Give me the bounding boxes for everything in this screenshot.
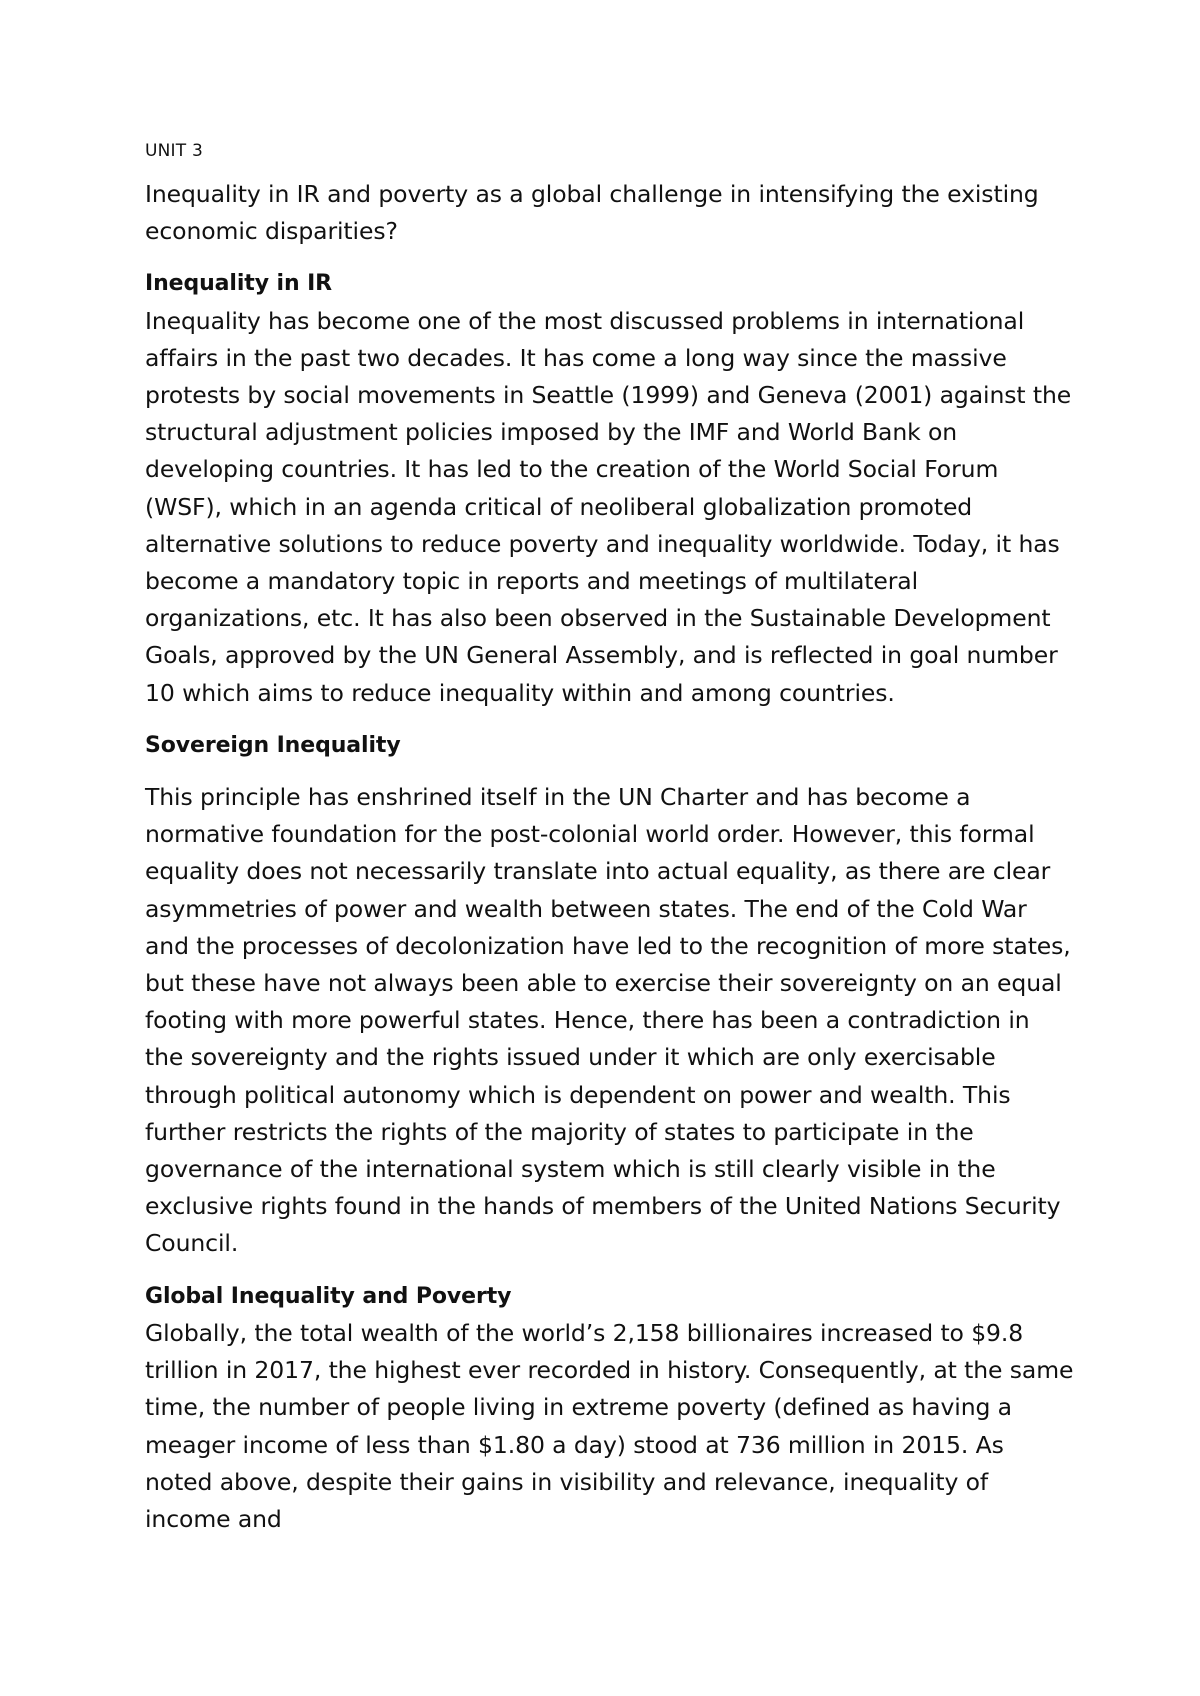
intro-question: Inequality in IR and poverty as a global challenge in intensifying the existing economic disparities?	[145, 180, 1039, 246]
section-paragraph-global-inequality-and-poverty: Globally, the total wealth of the world’s 2,158 billionaires increased to $9.8 trillion in 2017, the highest ever recorded in history. Consequently, at the same time, the number of people living in extreme poverty (defined as having a meager income of less than $1.80 a day) stood at 736 million in 2015. As noted above, despite their gains in visibility and relevance, inequality of income and	[145, 1318, 1074, 1533]
section-heading-inequality-in-ir: Inequality in IR	[145, 271, 333, 297]
unit-label: UNIT 3	[145, 141, 203, 161]
section-paragraph-sovereign-inequality: This principle has enshrined itself in the UN Charter and has become a normative foundation for the post-colonial world order. However, this formal equality does not necessarily translate into actual equality, as there are clear asymmetries of power and wealth between states. The end of the Cold War and the processes of decolonization have led to the recognition of more states, but these have not always been able to exercise their sovereignty on an equal footing with more powerful states. Hence, there has been a contradiction in the sovereignty and the rights issued under it which are only exercisable through political autonomy which is dependent on power and wealth. This further restricts the rights of the majority of states to participate in the governance of the international system which is still clearly visible in the exclusive rights found in the hands of members of the United Nations Security Council.	[145, 783, 1071, 1258]
section-paragraph-inequality-in-ir: Inequality has become one of the most discussed problems in international affairs in the past two decades. It has come a long way since the massive protests by social movements in Seattle (1999) and Geneva (2001) against the structural adjustment policies imposed by the IMF and World Bank on developing countries. It has led to the creation of the World Social Forum (WSF), which in an agenda critical of neoliberal globalization promoted alternative solutions to reduce poverty and inequality worldwide. Today, it has become a mandatory topic in reports and meetings of multilateral organizations, etc. It has also been observed in the Sustainable Development Goals, approved by the UN General Assembly, and is reflected in goal number 10 which aims to reduce inequality within and among countries.	[145, 306, 1072, 707]
section-heading-sovereign-inequality: Sovereign Inequality	[145, 732, 401, 758]
document-body	[145, 140, 1075, 1538]
section-heading-global-inequality-and-poverty: Global Inequality and Poverty	[145, 1283, 512, 1309]
